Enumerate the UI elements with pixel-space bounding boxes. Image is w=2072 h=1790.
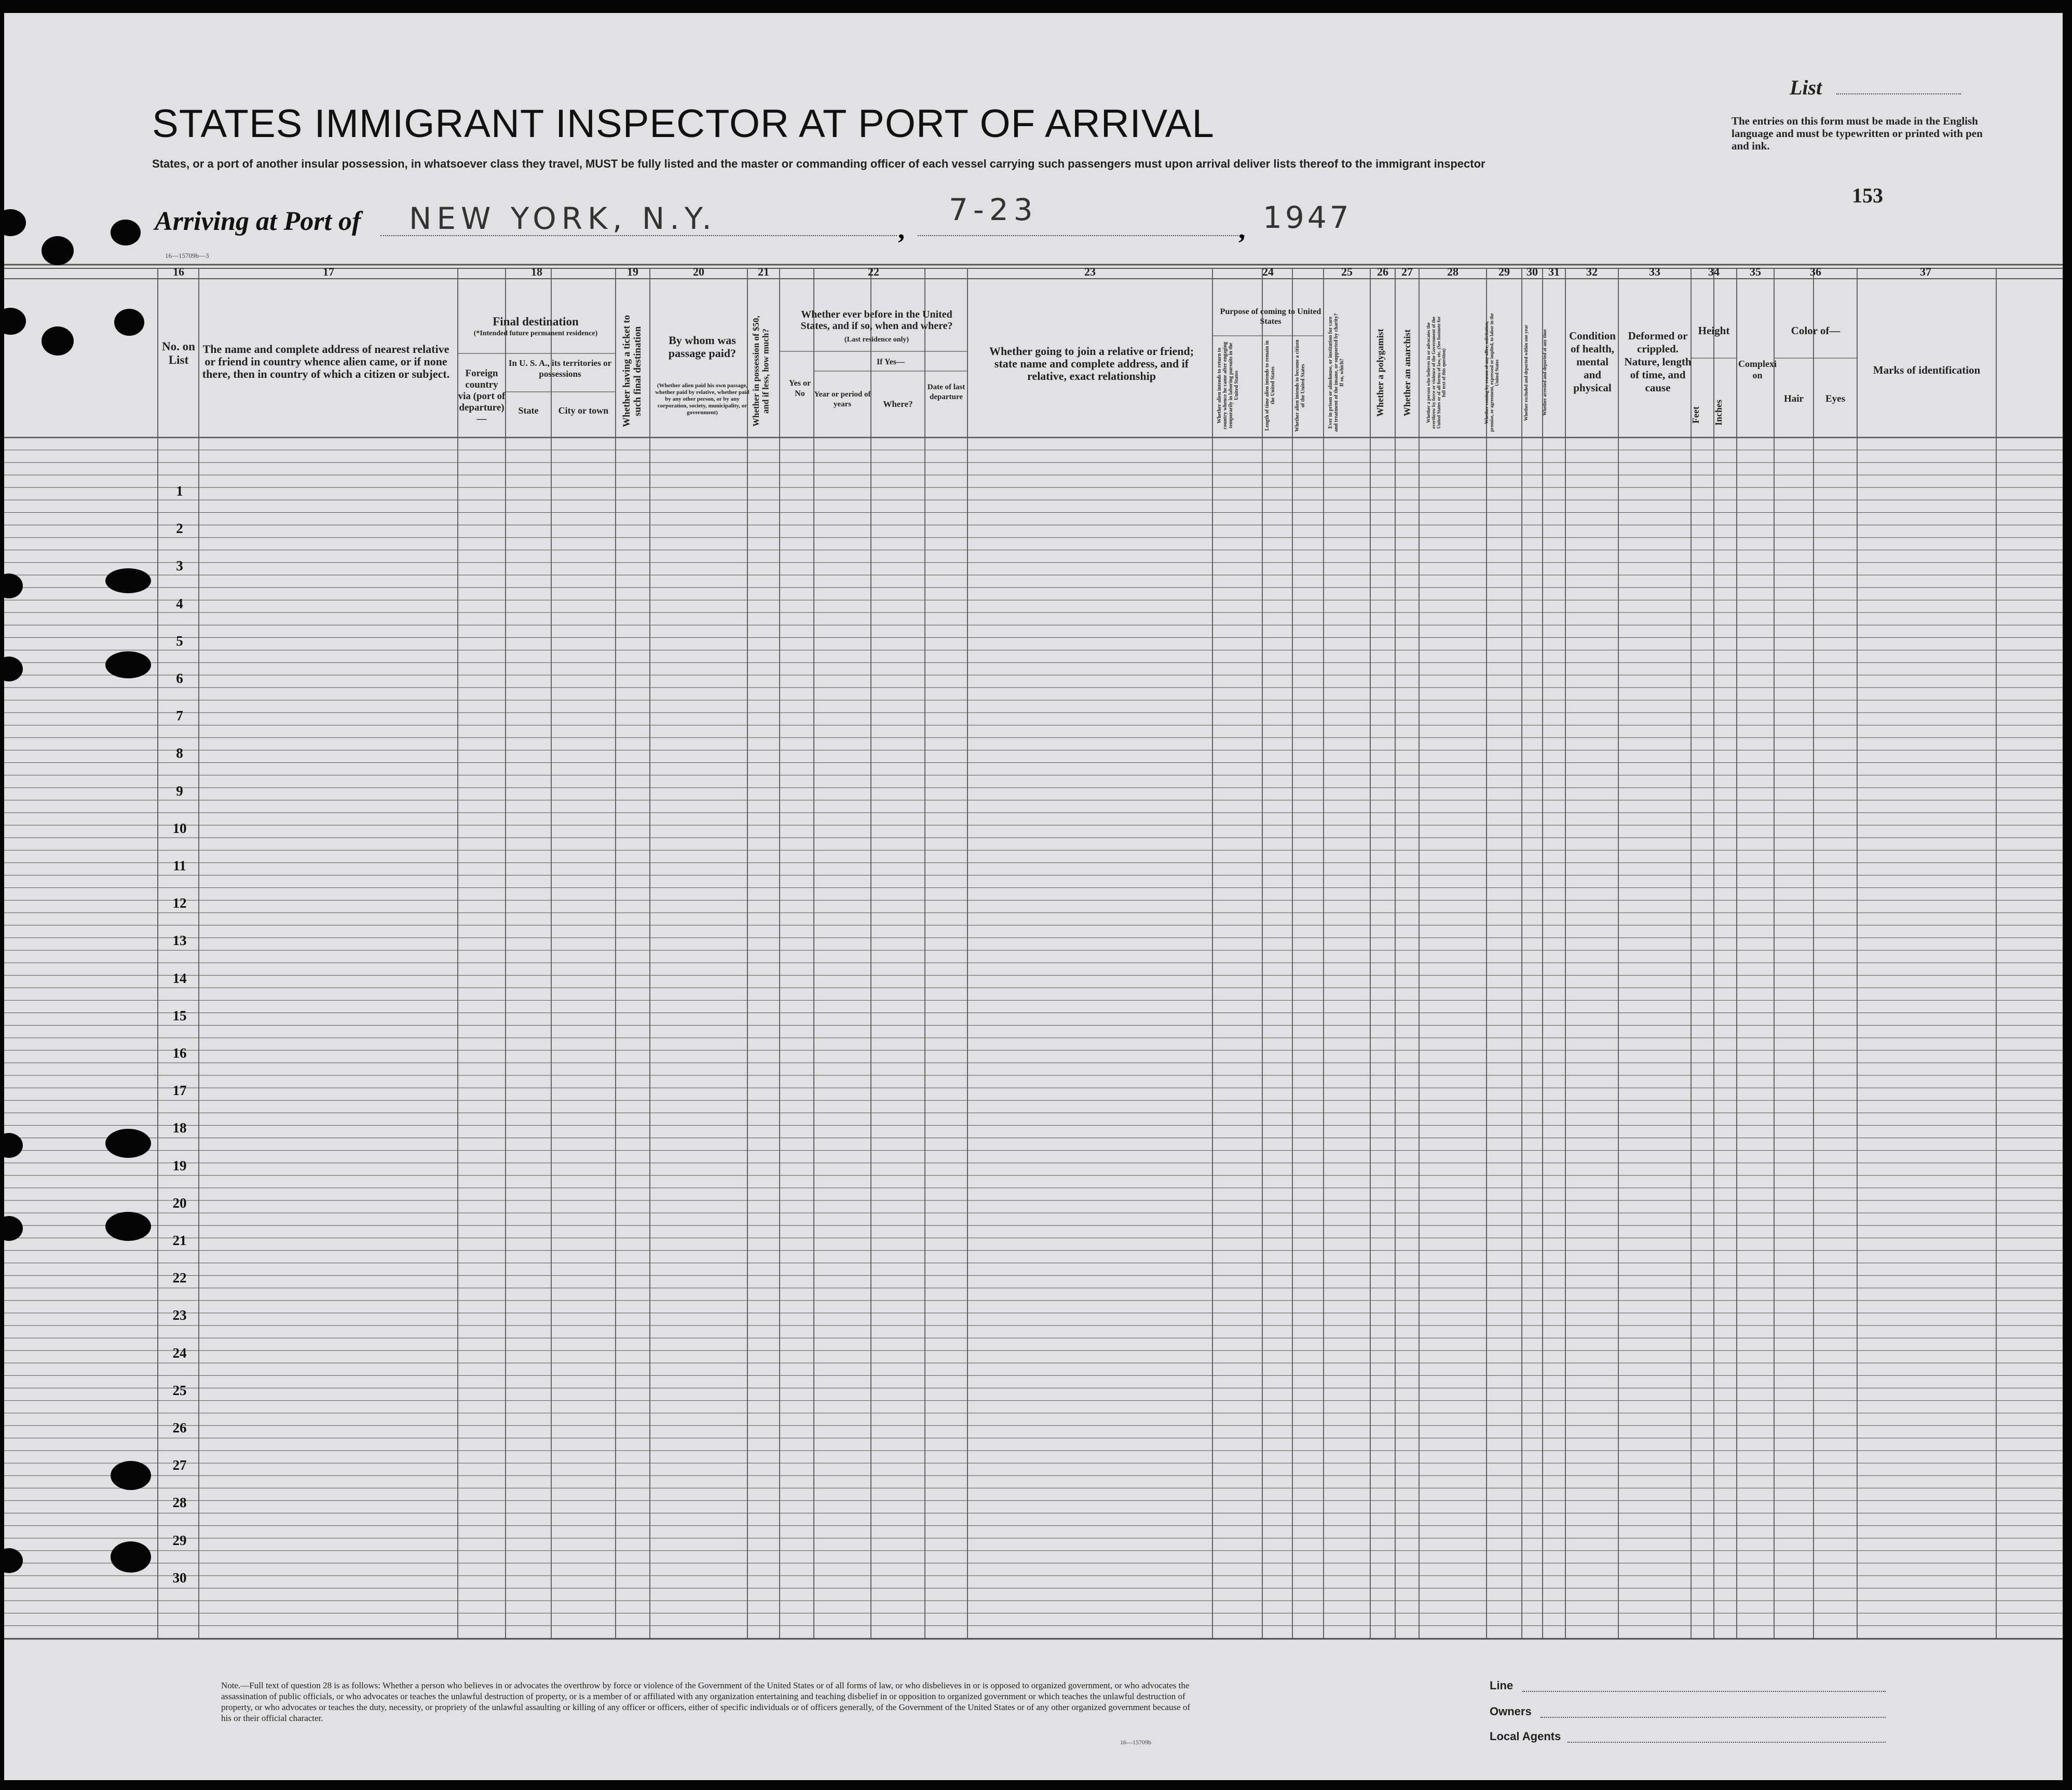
col18-usa: In U. S. A., its territories or possessions [508,358,612,379]
row-number: 30 [172,1569,187,1586]
column-number: 37 [1920,265,1931,278]
column-number: 18 [531,265,542,278]
col24-citizen: Whether alien intends to become a citizen of the United States [1294,339,1306,432]
row-number: 23 [172,1307,187,1323]
column-number: 21 [758,265,769,278]
row-number: 20 [172,1195,187,1211]
row-number: 24 [172,1345,187,1361]
column-number: 28 [1447,265,1458,278]
column-number: 31 [1548,265,1560,278]
row-number: 9 [176,783,183,799]
col22-year: Year or period of years [814,390,871,408]
col18-state: State [518,405,539,416]
column-number: 35 [1750,265,1761,278]
row-number: 8 [176,745,183,761]
page-title: STATES IMMIGRANT INSPECTOR AT PORT OF ARRIVAL [152,102,1215,146]
col22-note: (Last residence only) [844,336,909,344]
col36-title: Color of— [1791,324,1841,337]
page-subtitle: States, or a port of another insular possession, in whatsoever class they travel, MUST be fully listed and the master or commanding officer of each vessel carrying such passengers must upon arrival deliver lists thereof to the immigrant inspector [152,157,1485,170]
agents-blank [1567,1742,1886,1743]
form-code: 16—15709b—3 [165,252,209,259]
col18-foreign: Foreign country via (port of departure)— [458,368,506,425]
col27-header: Whether an anarchist [1402,329,1412,416]
col36-eyes: Eyes [1825,393,1845,404]
column-number: 27 [1401,265,1413,278]
column-number: 20 [693,265,704,278]
col22-yesno: Yes or No [788,379,811,398]
line-label: Line [1490,1679,1514,1692]
row-number: 25 [172,1382,187,1398]
col37-header: Marks of identification [1873,364,1981,376]
col35-header: Complexion [1738,359,1777,380]
col34-feet: Feet [1691,406,1701,424]
owners-blank [1541,1717,1886,1718]
column-number: 26 [1377,265,1388,278]
row-number: 5 [176,633,183,649]
column-number: 24 [1262,265,1274,278]
row-number: 28 [172,1495,187,1511]
col22-title: Whether ever before in the United States, and if so, when and where? [800,309,953,332]
row-number: 3 [176,558,183,574]
footer-form-code: 16—15709b [1120,1739,1151,1746]
row-number: 29 [172,1532,187,1548]
row-number: 2 [176,521,183,537]
col28-header: Whether a person who believes in or advocates the overthrow by force or violence of the Government of the United States or of all forms of law, etc. (See footnote for full text of this question) [1426,316,1447,429]
col22-where: Where? [883,399,913,409]
col18-note: (*Intended future permanent residence) [473,330,598,337]
col20-title: By whom was passage paid? [668,334,737,360]
column-number: 32 [1586,265,1598,278]
passenger-manifest-sheet [4,13,2063,1780]
row-number: 27 [172,1457,187,1473]
col22-date: Date of last departure [927,383,965,401]
column-number: 19 [627,265,638,278]
column-number: 17 [323,265,334,278]
comma-2: , [1238,215,1245,244]
row-number: 16 [172,1045,187,1061]
col24-return: Whether alien intends to return to country whence he came after engaging temporarily in laboring pursuits in the United States [1217,341,1239,430]
col33-header: Deformed or crippled. Nature, length of time, and cause [1624,330,1692,394]
col20-note: (Whether alien paid his own passage, whether paid by relative, whether paid by any other person, or by any corporation, society, municipality, or government) [655,382,749,416]
row-number: 19 [172,1157,187,1173]
row-number: 13 [172,933,187,949]
local-agents-label: Local Agents [1490,1730,1561,1743]
col23-header: Whether going to join a relative or friend; state name and complete address, and if relative, exact relationship [989,345,1194,382]
row-number: 15 [172,1007,187,1023]
col24-title: Purpose of coming to United States [1220,307,1321,326]
date-handwritten: 7-23 [949,192,1038,227]
col31-header: Whether arrested and deported at any time [1542,329,1547,416]
column-number: 16 [173,265,184,278]
col34-title: Height [1698,324,1730,337]
col22-ifyes: If Yes— [876,358,905,366]
comma-1: , [898,215,905,244]
col18-city: City or town [558,405,609,416]
row-number: 10 [172,820,187,836]
arriving-label: Arriving at Port of [155,207,361,236]
row-number: 11 [173,858,186,873]
column-number: 33 [1649,265,1660,278]
col21-header: Whether in possession of $50, and if less, how much? [751,316,771,427]
row-number: 4 [176,595,183,611]
column-number: 36 [1810,265,1821,278]
row-number: 1 [176,483,183,499]
row-number: 14 [172,970,187,986]
col34-inches: Inches [1713,400,1724,426]
row-number: 6 [176,671,183,686]
owners-label: Owners [1490,1705,1532,1718]
column-number: 29 [1498,265,1510,278]
column-number: 23 [1084,265,1096,278]
col17-header: The name and complete address of nearest relative or friend in country whence alien came, or if none there, then in country of which a citizen or subject. [202,343,450,380]
col18-title: Final destination [493,315,579,328]
row-number: 26 [172,1420,187,1436]
row-number: 18 [172,1120,187,1136]
list-label: List [1790,76,1822,99]
col29-header: Whether coming by reason of any offer, solicitation, promise, or agreement, expressed or implied, to labor in the United States [1484,313,1500,432]
port-handwritten: NEW YORK, N.Y. [409,201,717,236]
col30-header: Whether excluded and deported within one year [1523,324,1529,421]
row-number: 21 [172,1233,187,1248]
question-28-footnote: Note.—Full text of question 28 is as follows: Whether a person who believes in or advocates the overthrow by force or violence of the Government of the United States or of all forms of law, or who disbelieves in or is opposed to organized government, or who advocates the assassination of public officials, or who advocates or teaches the unlawful destruction of property, or is a member of or affiliated with any organization entertaining and teaching disbelief in or opposition to organized government or which teaches the unlawful destruction of property, or who advocates or teaches the duty, necessity, or propriety of the unlawful assaulting or killing of any officer or officers, either of specific individuals or of officers generally, of the Government of the United States or of any other organized government because of his or their official character. [221,1680,1191,1723]
column-number: 34 [1708,265,1720,278]
col19-header: Whether having a ticket to such final destination [621,315,643,428]
col24-length: Length of time alien intends to remain in the United States [1264,340,1276,431]
col25-header: Ever in prison or almshouse, or institution for care and treatment of the insane, or supported by charity? If so, which? [1328,313,1345,432]
page-number: 153 [1852,184,1883,207]
row-number: 12 [172,895,187,911]
line-blank [1522,1691,1886,1692]
row-number: 17 [172,1083,187,1099]
column-number: 25 [1341,265,1353,278]
year-handwritten: 1947 [1263,200,1352,235]
english-language-note: The entries on this form must be made in the English language and must be typewritten or printed with pen and ink. [1732,115,1983,152]
row-number: 22 [172,1270,187,1286]
col32-header: Condition of health, mental and physical [1569,330,1616,394]
no-on-list-header: No. on List [162,340,195,367]
column-number: 30 [1526,265,1538,278]
column-number: 22 [868,265,879,278]
row-number: 7 [176,708,183,724]
col26-header: Whether a polygamist [1375,329,1385,417]
col36-hair: Hair [1784,393,1804,404]
